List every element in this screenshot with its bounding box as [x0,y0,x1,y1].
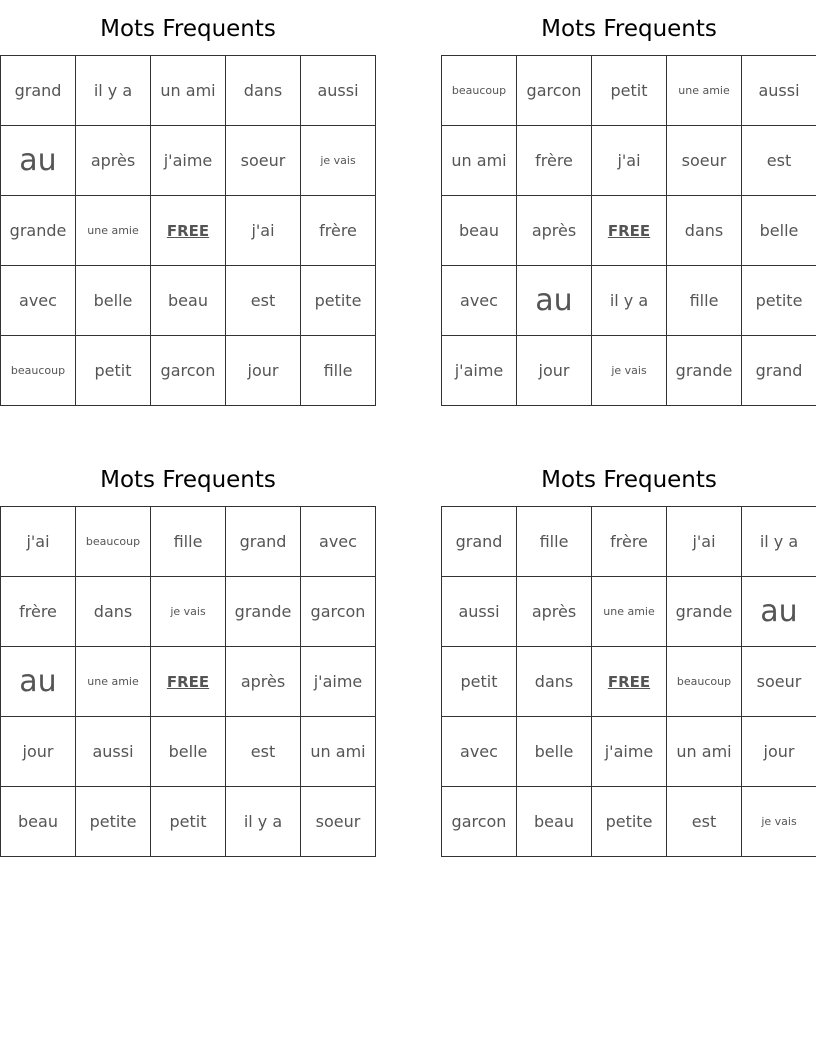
bingo-cell: est [226,717,301,787]
bingo-cell: un ami [301,717,376,787]
bingo-cell: j'aime [151,126,226,196]
bingo-cell: je vais [742,787,816,857]
card-title: Mots Frequents [541,467,717,493]
bingo-cell: après [517,196,592,266]
bingo-cell: petite [301,266,376,336]
bingo-cell: j'ai [226,196,301,266]
bingo-cell: grand [226,507,301,577]
bingo-grid [441,506,816,857]
bingo-cell: belle [151,717,226,787]
bingo-cell: fille [301,336,376,406]
bingo-cell: garcon [517,56,592,126]
bingo-cell: il y a [226,787,301,857]
bingo-cell: grand [742,336,816,406]
bingo-cell: après [226,647,301,717]
card-title: Mots Frequents [100,16,276,42]
bingo-cell: une amie [76,196,151,266]
bingo-cell: belle [742,196,816,266]
bingo-cell: soeur [226,126,301,196]
bingo-cell: il y a [76,56,151,126]
bingo-cell: aussi [742,56,816,126]
bingo-cell: j'aime [442,336,517,406]
bingo-cell: soeur [301,787,376,857]
bingo-cell: aussi [76,717,151,787]
bingo-cell: grande [226,577,301,647]
bingo-cell: beau [151,266,226,336]
card-title: Mots Frequents [541,16,717,42]
bingo-cell: un ami [442,126,517,196]
bingo-cell: j'aime [301,647,376,717]
bingo-cell: garcon [442,787,517,857]
bingo-cell: petite [742,266,816,336]
bingo-cell: aussi [442,577,517,647]
bingo-grid [441,55,816,406]
bingo-grid [0,55,376,406]
free-space: FREE [592,196,667,266]
bingo-cell: beaucoup [1,336,76,406]
bingo-cell: au [1,126,76,196]
bingo-cell: est [226,266,301,336]
bingo-cell: petite [76,787,151,857]
bingo-cell: jour [742,717,816,787]
bingo-cell: dans [667,196,742,266]
card-title: Mots Frequents [100,467,276,493]
bingo-cell: est [742,126,816,196]
bingo-cell: avec [442,266,517,336]
bingo-cell: il y a [742,507,816,577]
bingo-cell: beaucoup [442,56,517,126]
bingo-cell: avec [1,266,76,336]
bingo-cell: belle [517,717,592,787]
bingo-cell: jour [517,336,592,406]
bingo-cell: dans [226,56,301,126]
bingo-cell: il y a [592,266,667,336]
bingo-cell: beau [442,196,517,266]
bingo-cell: frère [517,126,592,196]
bingo-cell: je vais [592,336,667,406]
bingo-cell: belle [76,266,151,336]
bingo-cell: après [517,577,592,647]
bingo-cell: petit [76,336,151,406]
bingo-cell: soeur [742,647,816,717]
bingo-cell: j'ai [592,126,667,196]
bingo-cell: je vais [301,126,376,196]
bingo-cell: au [1,647,76,717]
bingo-cell: petit [442,647,517,717]
bingo-cell: beau [1,787,76,857]
bingo-cell: petit [151,787,226,857]
bingo-cell: une amie [592,577,667,647]
bingo-cell: frère [301,196,376,266]
bingo-cell: petite [592,787,667,857]
free-space: FREE [151,647,226,717]
bingo-cell: un ami [667,717,742,787]
bingo-cell: avec [301,507,376,577]
bingo-cell: fille [517,507,592,577]
bingo-cell: beaucoup [76,507,151,577]
bingo-card-1 [0,0,376,406]
bingo-cell: grande [1,196,76,266]
bingo-cell: fille [667,266,742,336]
bingo-cell: beau [517,787,592,857]
bingo-cell: beaucoup [667,647,742,717]
bingo-cell: j'ai [667,507,742,577]
bingo-cell: au [517,266,592,336]
bingo-cell: est [667,787,742,857]
bingo-cell: dans [517,647,592,717]
bingo-cell: frère [1,577,76,647]
bingo-cell: grand [1,56,76,126]
free-space: FREE [151,196,226,266]
bingo-cell: petit [592,56,667,126]
bingo-cell: fille [151,507,226,577]
bingo-card-3 [0,451,376,857]
free-space: FREE [592,647,667,717]
bingo-card-2 [441,0,816,406]
bingo-cell: jour [1,717,76,787]
bingo-cell: j'ai [1,507,76,577]
bingo-cell: au [742,577,816,647]
bingo-cell: avec [442,717,517,787]
bingo-cell: une amie [76,647,151,717]
bingo-cell: soeur [667,126,742,196]
bingo-cell: garcon [301,577,376,647]
bingo-cell: après [76,126,151,196]
bingo-cell: grande [667,577,742,647]
bingo-cell: dans [76,577,151,647]
bingo-cell: garcon [151,336,226,406]
bingo-cell: aussi [301,56,376,126]
bingo-cell: un ami [151,56,226,126]
bingo-cell: grande [667,336,742,406]
bingo-cell: jour [226,336,301,406]
bingo-card-4 [441,451,816,857]
bingo-cell: frère [592,507,667,577]
bingo-cell: j'aime [592,717,667,787]
bingo-grid [0,506,376,857]
bingo-cell: je vais [151,577,226,647]
bingo-cell: grand [442,507,517,577]
bingo-cell: une amie [667,56,742,126]
